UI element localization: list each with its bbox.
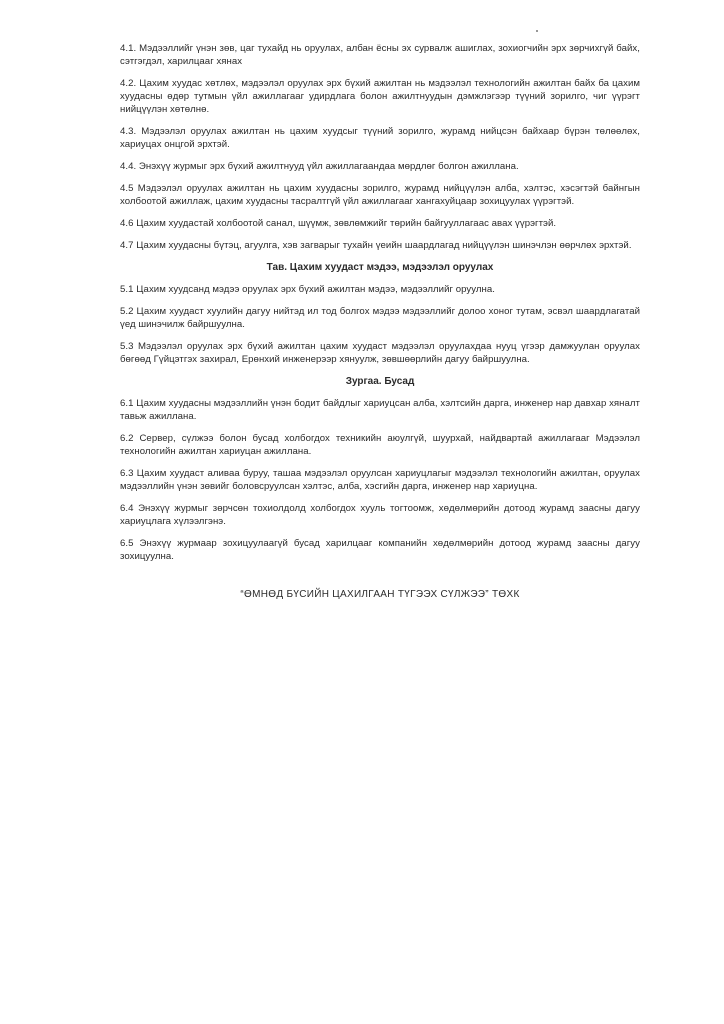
clause-5-1: 5.1 Цахим хуудсанд мэдээ оруулах эрх бүхий ажилтан мэдээ, мэдээллийг оруулна. bbox=[120, 284, 496, 295]
scan-speck bbox=[536, 30, 538, 32]
clause-4-7: 4.7 Цахим хуудасны бүтэц, агуулга, хэв загварыг тухайн үеийн шаардлагад нийцүүлэн шинэчлэн өөрчлөх эрхтэй. bbox=[120, 240, 632, 251]
section-5-heading: Тав. Цахим хуудаст мэдээ, мэдээлэл оруулах bbox=[266, 262, 494, 273]
clause-4-3: 4.3. Мэдээлэл оруулах ажилтан нь цахим хуудсыг түүний зорилго, журамд нийцсэн байхаар бүрэн төлөөлөх, хариуцах онцгой эрхтэй. bbox=[120, 126, 640, 150]
clause-6-3: 6.3 Цахим хуудаст аливаа буруу, ташаа мэдээлэл оруулсан хариуцлагыг мэдээлэл технологийн ажилтан, оруулах мэдээллийн үнэн зөвийг боловсруулсан хэлтэс, алба, хэсгийн дарга, инженер нар хариуцна. bbox=[120, 468, 640, 492]
clause-4-5: 4.5 Мэдээлэл оруулах ажилтан нь цахим хуудасны зорилго, журамд нийцүүлэн алба, хэлтэс, хэсэгтэй байнгын холбоотой ажиллаж, цахим хуудасны тасралтгүй үйл ажиллагааг хангахуйцаар зохицуулах үүрэгтэй. bbox=[120, 183, 640, 207]
clause-6-4: 6.4 Энэхүү журмыг зөрчсөн тохиолдолд холбогдох хууль тогтоомж, хөдөлмөрийн дотоод журамд заасны дагуу хариуцлага хүлээлгэнэ. bbox=[120, 503, 640, 527]
clause-6-5: 6.5 Энэхүү журмаар зохицуулаагүй бусад харилцааг компанийн хөдөлмөрийн дотоод журамд заасны дагуу зохицуулна. bbox=[120, 538, 640, 562]
clause-6-1: 6.1 Цахим хуудасны мэдээллийн үнэн бодит байдлыг хариуцсан алба, хэлтсийн дарга, инженер нар давхар хяналт тавьж ажиллана. bbox=[120, 398, 640, 422]
organization-name: “ӨМНӨД БҮСИЙН ЦАХИЛГААН ТҮГЭЭХ СҮЛЖЭЭ” ТӨХК bbox=[240, 589, 520, 600]
clause-6-2: 6.2 Сервер, сүлжээ болон бусад холбогдох техникийн аюулгүй, шуурхай, найдвартай ажиллагааг Мэдээлэл технологийн ажилтан хариуцан ажиллана. bbox=[120, 433, 640, 457]
clause-5-3: 5.3 Мэдээлэл оруулах эрх бүхий ажилтан цахим хуудаст мэдээлэл оруулахдаа нууц үгээр дамжуулан оруулах бөгөөд Гүйцэтгэх захирал, Ерөнхий инженерээр хянуулж, зөвшөөрлийн дагуу байршуулна. bbox=[120, 341, 640, 365]
clause-4-1: 4.1. Мэдээллийг үнэн зөв, цаг тухайд нь оруулах, албан ёсны эх сурвалж ашиглах, зохиогчийн эрх зөрчихгүй байх, сэтгэгдэл, харилцааг хянах bbox=[120, 43, 640, 67]
section-6-heading: Зургаа. Бусад bbox=[345, 376, 415, 387]
clause-5-2: 5.2 Цахим хуудаст хуулийн дагуу нийтэд ил тод болгох мэдээ мэдээллийг долоо хоног тутам, эсвэл шаардлагатай үед шинэчилж байршуулна. bbox=[120, 306, 640, 330]
clause-4-2: 4.2. Цахим хуудас хөтлөх, мэдээлэл оруулах эрх бүхий ажилтан нь мэдээлэл технологийн ажилтан байх ба цахим хуудасны өдөр тутмын үйл ажиллагааг удирдлага болон ажилтнуудын дэмжлэгээр түүний зорилго, чиг үүрэгт нийцүүлэн хөтөлнө. bbox=[120, 78, 640, 115]
document-page bbox=[120, 42, 640, 600]
clause-4-4: 4.4. Энэхүү журмыг эрх бүхий ажилтнууд үйл ажиллагаандаа мөрдлөг болгон ажиллана. bbox=[120, 161, 519, 172]
clause-4-6: 4.6 Цахим хуудастай холбоотой санал, шүүмж, зөвлөмжийг төрийн байгууллагаас авах үүрэгтэй. bbox=[120, 218, 557, 229]
